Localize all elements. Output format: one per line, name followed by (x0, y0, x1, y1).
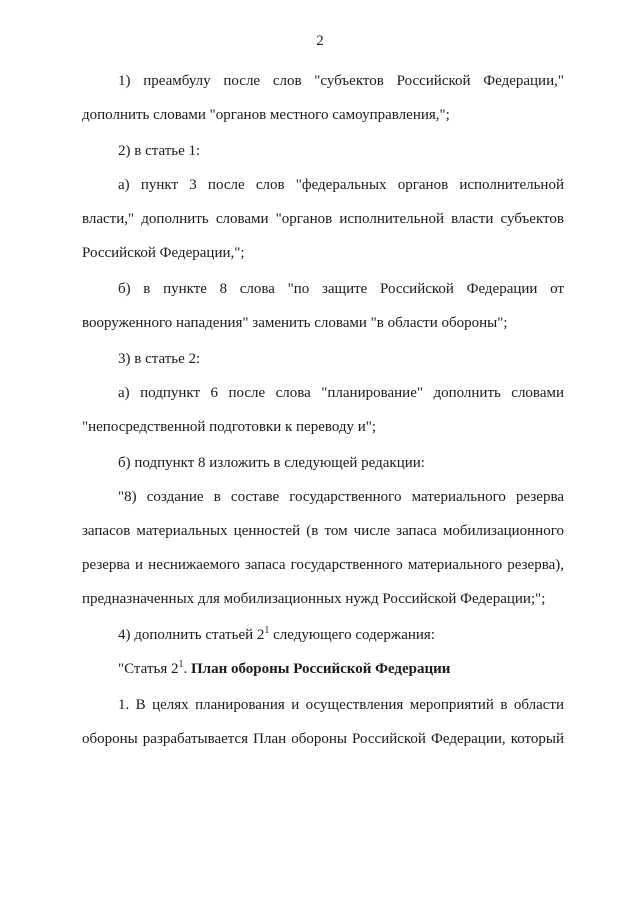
text-line-4: а) пункт 3 после слов "федеральных органов исполнительной (118, 177, 564, 193)
text-line-13: "8) создание в составе государственного материального резерва (118, 489, 564, 505)
superscript-one: 1 (264, 625, 270, 636)
text-line-15: резерва и неснижаемого запаса государственного материального резерва), (82, 557, 564, 573)
text-line-3: 2) в статье 1: (118, 143, 201, 159)
article-heading-separator: . (183, 661, 191, 677)
text-line-14: запасов материальных ценностей (в том числе запаса мобилизационного (82, 523, 564, 539)
text-line-11: "непосредственной подготовки к переводу и"; (82, 419, 377, 435)
text-line-5: власти," дополнить словами "органов исполнительной власти субъектов (82, 211, 564, 227)
article-superscript-one: 1 (178, 659, 184, 670)
text-line-16: предназначенных для мобилизационных нужд Российской Федерации;"; (82, 591, 546, 607)
text-line-2: дополнить словами "органов местного самоуправления,"; (82, 107, 450, 123)
page-number: 2 (316, 33, 324, 49)
text-line-19: 1. В целях планирования и осуществления мероприятий в области (118, 697, 564, 713)
text-line-1: 1) преамбулу после слов "субъектов Российской Федерации," (118, 73, 564, 89)
text-line-17-end: следующего содержания: (269, 627, 435, 643)
text-line-9: 3) в статье 2: (118, 351, 201, 367)
text-line-17 (118, 626, 564, 644)
article-heading (118, 660, 564, 678)
text-line-7: б) в пункте 8 слова "по защите Российской Федерации от (118, 281, 564, 297)
article-heading-prefix: "Статья 2 (118, 661, 179, 677)
text-line-6: Российской Федерации,"; (82, 245, 245, 261)
text-line-12: б) подпункт 8 изложить в следующей редакции: (118, 455, 425, 471)
text-line-10: а) подпункт 6 после слова "планирование" дополнить словами (118, 385, 564, 401)
text-line-17-start: 4) дополнить статьей 2 (118, 627, 265, 643)
text-line-20: обороны разрабатывается План обороны Российской Федерации, который (82, 731, 564, 747)
text-line-8: вооруженного нападения" заменить словами "в области обороны"; (82, 315, 508, 331)
article-heading-title: План обороны Российской Федерации (190, 661, 451, 677)
